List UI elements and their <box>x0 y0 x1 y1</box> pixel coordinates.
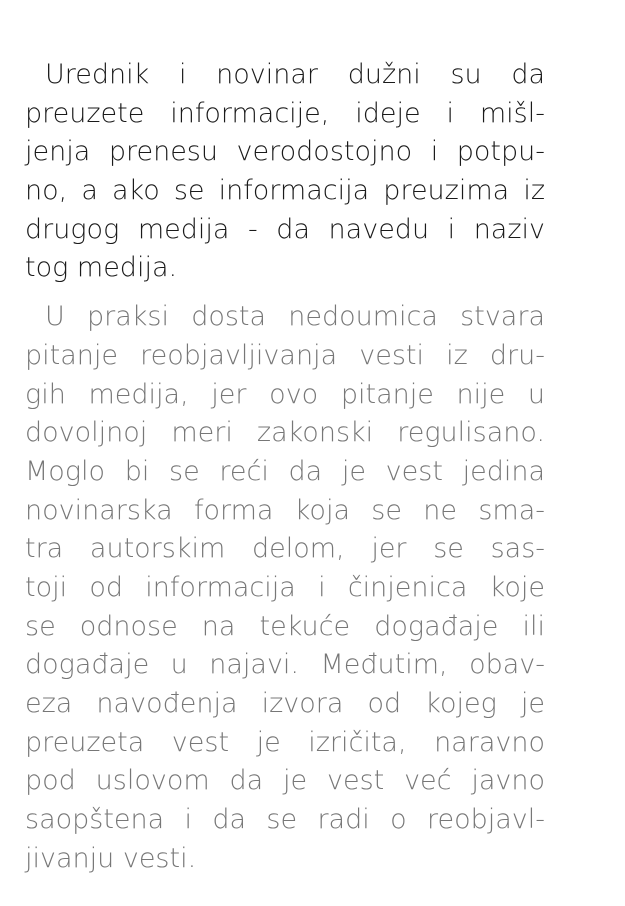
text-line: jivanju vesti. <box>25 842 197 874</box>
text-line: U praksi dosta nedoumica stvara <box>45 301 545 333</box>
text-line: drugog medija - da navedu i naziv <box>25 213 545 245</box>
text-line: preuzete informacije, ideje i mišl- <box>25 97 545 129</box>
document-page <box>25 56 545 878</box>
text-line: jenja prenesu verodostojno i potpu- <box>25 136 545 168</box>
text-line: tog medija. <box>25 252 178 284</box>
paragraph-2 <box>25 298 545 878</box>
text-line: se odnose na tekuće događaje ili <box>25 610 545 642</box>
text-line: no, a ako se informacija preuzima iz <box>25 175 545 207</box>
text-line: preuzeta vest je izričita, naravno <box>25 726 545 758</box>
text-line: dovoljnoj meri zakonski regulisano. <box>25 417 545 449</box>
text-line: gih medija, jer ovo pitanje nije u <box>25 378 545 410</box>
text-line: novinarska forma koja se ne sma- <box>25 494 545 526</box>
text-line: eza navođenja izvora od kojeg je <box>25 688 545 719</box>
text-line: toji od informacija i činjenica koje <box>25 571 545 603</box>
text-line: saopštena i da se radi o reobjavl- <box>25 804 545 836</box>
text-line: pod uslovom da je vest već javno <box>25 765 545 797</box>
paragraph-1 <box>25 56 545 288</box>
text-line: događaje u najavi. Međutim, obav- <box>25 649 545 681</box>
text-line: tra autorskim delom, jer se sas- <box>25 533 545 565</box>
text-line: Urednik i novinar dužni su da <box>45 59 545 90</box>
text-line: Moglo bi se reći da je vest jedina <box>25 455 545 487</box>
text-line: pitanje reobjavljivanja vesti iz dru- <box>25 339 545 371</box>
